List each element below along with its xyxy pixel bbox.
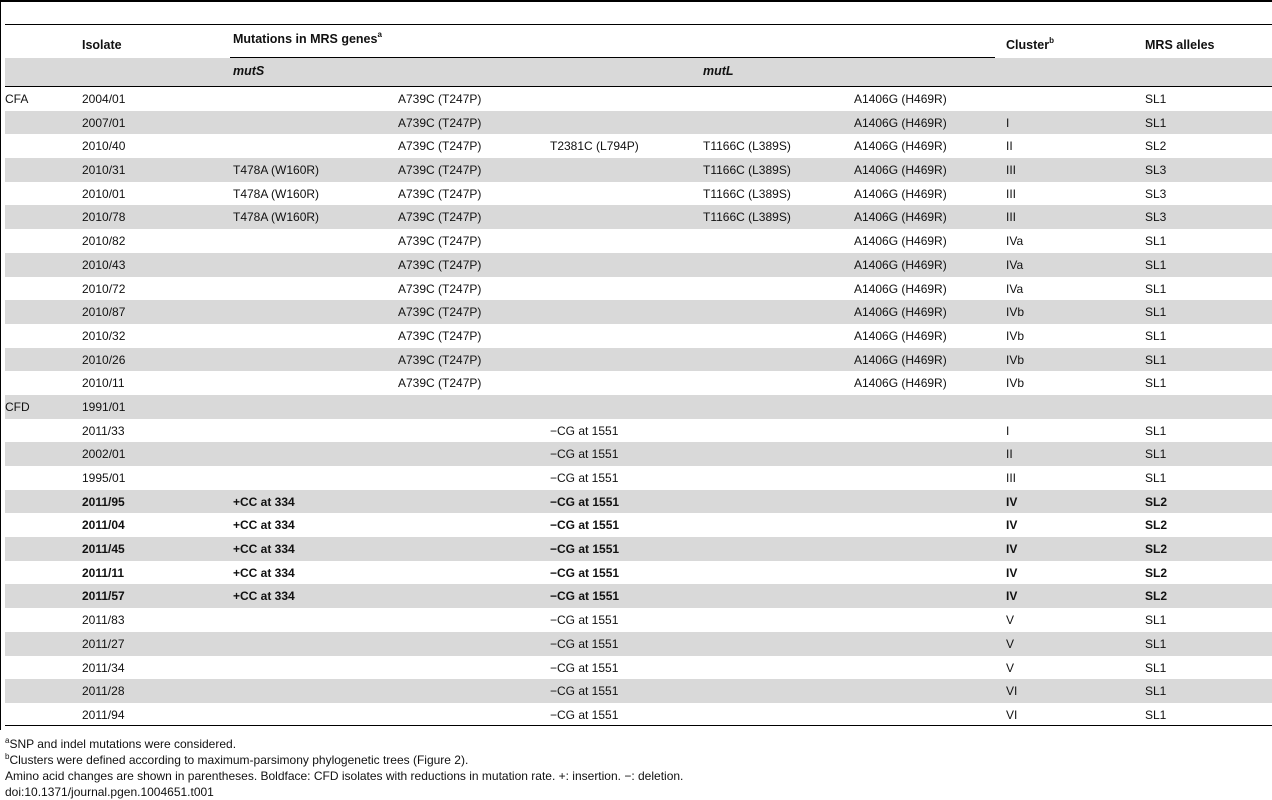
muts-mutation-2: A739C (T247P): [398, 210, 482, 225]
cluster-cell: III: [1006, 186, 1017, 201]
isolate-cell: 2010/82: [82, 234, 126, 249]
cluster-cell: IVb: [1006, 305, 1025, 320]
mutl-mutation-2: A1406G (H469R): [854, 257, 947, 272]
isolate-cell: 2011/04: [82, 518, 125, 533]
mrs-allele-cell: SL1: [1145, 281, 1167, 296]
cluster-cell: VI: [1006, 707, 1018, 722]
mrs-allele-cell: SL1: [1145, 707, 1167, 722]
header-isolate: Isolate: [82, 38, 122, 52]
cluster-cell: IV: [1006, 494, 1018, 509]
mrs-allele-cell: SL1: [1145, 423, 1167, 438]
table-row: [5, 205, 1272, 229]
header-mutations: [233, 29, 382, 46]
table-row: [5, 182, 1272, 206]
isolate-cell: 2002/01: [82, 447, 126, 462]
muts-mutation-2: A739C (T247P): [398, 376, 482, 391]
mutl-mutation-2: A1406G (H469R): [854, 352, 947, 367]
table-row: [5, 490, 1272, 514]
isolate-cell: 2011/34: [82, 660, 125, 675]
muts-mutation-2: A739C (T247P): [398, 305, 482, 320]
mrs-allele-cell: SL2: [1145, 518, 1168, 533]
cluster-cell: III: [1006, 471, 1017, 485]
subheader-muts: mutS: [233, 64, 265, 78]
table-row: [5, 253, 1272, 277]
isolate-cell: 1995/01: [82, 471, 126, 485]
muts-mutation-1: T478A (W160R): [233, 210, 320, 225]
mutl-mutation-2: A1406G (H469R): [854, 115, 947, 130]
table-row: [5, 134, 1272, 158]
mrs-allele-cell: SL1: [1145, 613, 1167, 628]
cluster-cell: IVb: [1006, 328, 1025, 343]
mrs-allele-cell: SL2: [1145, 139, 1167, 154]
cluster-cell: IVa: [1006, 281, 1024, 296]
muts-mutation-2: A739C (T247P): [398, 186, 482, 201]
cluster-cell: VI: [1006, 684, 1018, 699]
muts-mutation-1: +CC at 334: [233, 542, 295, 557]
header-rule-top: [5, 24, 1272, 25]
muts-mutation-3: −CG at 1551: [550, 542, 620, 557]
muts-mutation-1: +CC at 334: [233, 589, 295, 604]
mutl-mutation-2: A1406G (H469R): [854, 92, 947, 106]
mrs-allele-cell: SL1: [1145, 352, 1167, 367]
cluster-cell: III: [1006, 210, 1017, 225]
left-border: [0, 0, 1, 730]
table-row: [5, 300, 1272, 324]
table-row: [5, 324, 1272, 348]
muts-mutation-1: T478A (W160R): [233, 186, 320, 201]
table-row: [5, 632, 1272, 656]
table-row: [5, 703, 1272, 727]
mrs-allele-cell: SL1: [1145, 376, 1167, 391]
muts-mutation-3: −CG at 1551: [550, 518, 620, 533]
isolate-cell: 2010/43: [82, 257, 126, 272]
isolate-cell: 2004/01: [82, 92, 126, 106]
muts-mutation-3: −CG at 1551: [550, 471, 619, 485]
muts-mutation-3: −CG at 1551: [550, 636, 619, 651]
isolate-cell: 2011/94: [82, 707, 125, 722]
mrs-allele-cell: SL1: [1145, 471, 1167, 485]
table-row: [5, 229, 1272, 253]
footnote-note: Amino acid changes are shown in parentheses. Boldface: CFD isolates with reductions in mutation rate. +: insertion. −: deletion.: [5, 769, 684, 783]
muts-mutation-2: A739C (T247P): [398, 281, 482, 296]
mutl-mutation-2: A1406G (H469R): [854, 234, 947, 249]
table-row: [5, 537, 1272, 561]
table-row: [5, 395, 1272, 419]
mutl-mutation-2: A1406G (H469R): [854, 186, 947, 201]
isolate-cell: 2010/01: [82, 186, 126, 201]
cluster-cell: V: [1006, 613, 1015, 628]
mrs-allele-cell: SL3: [1145, 186, 1167, 201]
cluster-cell: IVa: [1006, 234, 1024, 249]
mrs-allele-cell: SL1: [1145, 115, 1167, 130]
muts-mutation-2: A739C (T247P): [398, 115, 482, 130]
muts-mutation-3: −CG at 1551: [550, 613, 619, 628]
table-row: [5, 656, 1272, 680]
mutl-mutation-2: A1406G (H469R): [854, 139, 947, 154]
group-label: CFA: [5, 92, 29, 106]
table-row: [5, 608, 1272, 632]
mrs-allele-cell: SL2: [1145, 589, 1168, 604]
mutl-mutation-2: A1406G (H469R): [854, 210, 947, 225]
footnote-b: [5, 753, 468, 767]
doi-link[interactable]: doi:10.1371/journal.pgen.1004651.t001: [5, 785, 214, 799]
table-row: [5, 87, 1272, 111]
table-row: [5, 584, 1272, 608]
isolate-cell: 2011/11: [82, 565, 125, 580]
table-row: [5, 371, 1272, 395]
mrs-allele-cell: SL1: [1145, 447, 1167, 462]
mutl-mutation-1: T1166C (L389S): [703, 186, 791, 201]
table-row: [5, 442, 1272, 466]
mutl-mutation-2: A1406G (H469R): [854, 281, 947, 296]
isolate-cell: 2011/95: [82, 494, 125, 509]
muts-mutation-3: −CG at 1551: [550, 423, 619, 438]
cluster-cell: III: [1006, 163, 1017, 178]
mutl-mutation-1: T1166C (L389S): [703, 163, 791, 178]
mrs-allele-cell: SL1: [1145, 636, 1167, 651]
header-cluster-label: Cluster: [1006, 38, 1050, 52]
muts-mutation-3: −CG at 1551: [550, 565, 620, 580]
table-row: [5, 513, 1272, 537]
muts-mutation-2: A739C (T247P): [398, 328, 482, 343]
isolate-cell: 2010/40: [82, 139, 126, 154]
isolate-cell: 2011/83: [82, 613, 125, 628]
isolate-cell: 2011/57: [82, 589, 125, 604]
mutl-mutation-1: T1166C (L389S): [703, 139, 791, 154]
mrs-allele-cell: SL1: [1145, 257, 1167, 272]
cluster-cell: IV: [1006, 565, 1018, 580]
table-row: [5, 561, 1272, 585]
table-row: [5, 158, 1272, 182]
footnote-mark-b: b: [1049, 35, 1054, 45]
muts-mutation-3: −CG at 1551: [550, 447, 619, 462]
muts-mutation-1: +CC at 334: [233, 565, 295, 580]
isolate-cell: 2010/32: [82, 328, 126, 343]
cluster-cell: IV: [1006, 518, 1018, 533]
table-row: [5, 348, 1272, 372]
isolate-cell: 2010/72: [82, 281, 126, 296]
header-mutations-label: Mutations in MRS genes: [233, 32, 378, 46]
muts-mutation-3: −CG at 1551: [550, 660, 619, 675]
mrs-allele-cell: SL1: [1145, 660, 1167, 675]
table-row: [5, 419, 1272, 443]
table-rule-bottom: [5, 725, 1272, 726]
isolate-cell: 2010/31: [82, 163, 126, 178]
mrs-allele-cell: SL1: [1145, 328, 1167, 343]
group-label: CFD: [5, 399, 30, 414]
footnote-b-mark: b: [5, 752, 10, 761]
table-body: [5, 87, 1272, 727]
muts-mutation-2: A739C (T247P): [398, 352, 482, 367]
muts-mutation-1: +CC at 334: [233, 518, 295, 533]
cluster-cell: IVa: [1006, 257, 1024, 272]
isolate-cell: 2011/27: [82, 636, 125, 651]
footnote-a: [5, 737, 236, 751]
isolate-cell: 2010/87: [82, 305, 126, 320]
footnote-a-text: SNP and indel mutations were considered.: [9, 737, 237, 751]
table-row: [5, 466, 1272, 490]
footnote-a-mark: a: [5, 736, 10, 745]
mutl-mutation-1: T1166C (L389S): [703, 210, 791, 225]
isolate-cell: 2010/11: [82, 376, 125, 391]
header-cluster: [1006, 35, 1054, 52]
muts-mutation-3: −CG at 1551: [550, 707, 619, 722]
mrs-allele-cell: SL3: [1145, 210, 1167, 225]
muts-mutation-3: −CG at 1551: [550, 684, 619, 699]
muts-mutation-2: A739C (T247P): [398, 234, 482, 249]
mrs-allele-cell: SL1: [1145, 684, 1167, 699]
isolate-cell: 2010/78: [82, 210, 126, 225]
footnote-b-text: Clusters were defined according to maximum-parsimony phylogenetic trees (Figure 2).: [9, 753, 469, 767]
mutl-mutation-2: A1406G (H469R): [854, 163, 947, 178]
cluster-cell: IV: [1006, 542, 1018, 557]
mrs-allele-cell: SL2: [1145, 494, 1168, 509]
isolate-cell: 2010/26: [82, 352, 126, 367]
mrs-allele-cell: SL1: [1145, 234, 1167, 249]
isolate-cell: 2011/45: [82, 542, 125, 557]
muts-mutation-2: A739C (T247P): [398, 92, 482, 106]
mrs-allele-cell: SL2: [1145, 565, 1168, 580]
cluster-cell: IV: [1006, 589, 1018, 604]
muts-mutation-2: A739C (T247P): [398, 257, 482, 272]
top-border: [0, 0, 1272, 2]
subheader-band: [5, 58, 1272, 86]
muts-mutation-3: −CG at 1551: [550, 494, 620, 509]
isolate-cell: 2011/33: [82, 423, 125, 438]
muts-mutation-3: −CG at 1551: [550, 589, 620, 604]
cluster-cell: II: [1006, 447, 1013, 462]
mrs-allele-cell: SL3: [1145, 163, 1167, 178]
table-row: [5, 277, 1272, 301]
cluster-cell: II: [1006, 139, 1013, 154]
muts-mutation-1: T478A (W160R): [233, 163, 320, 178]
muts-mutation-1: +CC at 334: [233, 494, 295, 509]
cluster-cell: I: [1006, 115, 1010, 130]
muts-mutation-3: T2381C (L794P): [550, 139, 639, 154]
cluster-cell: V: [1006, 636, 1015, 651]
isolate-cell: 1991/01: [82, 399, 126, 414]
mutl-mutation-2: A1406G (H469R): [854, 376, 947, 391]
muts-mutation-2: A739C (T247P): [398, 139, 482, 154]
mrs-allele-cell: SL2: [1145, 542, 1168, 557]
cluster-cell: V: [1006, 660, 1015, 675]
header-mrs-alleles: MRS alleles: [1145, 38, 1215, 52]
mrs-allele-cell: SL1: [1145, 305, 1167, 320]
isolate-cell: 2007/01: [82, 115, 126, 130]
mrs-allele-cell: SL1: [1145, 92, 1167, 106]
cluster-cell: I: [1006, 423, 1010, 438]
table-row: [5, 679, 1272, 703]
cluster-cell: IVb: [1006, 352, 1025, 367]
mutl-mutation-2: A1406G (H469R): [854, 305, 947, 320]
isolate-cell: 2011/28: [82, 684, 125, 699]
subheader-mutl: mutL: [703, 64, 734, 78]
table-row: [5, 111, 1272, 135]
muts-mutation-2: A739C (T247P): [398, 163, 482, 178]
mutl-mutation-2: A1406G (H469R): [854, 328, 947, 343]
cluster-cell: IVb: [1006, 376, 1025, 391]
footnote-mark-a: a: [377, 29, 382, 39]
